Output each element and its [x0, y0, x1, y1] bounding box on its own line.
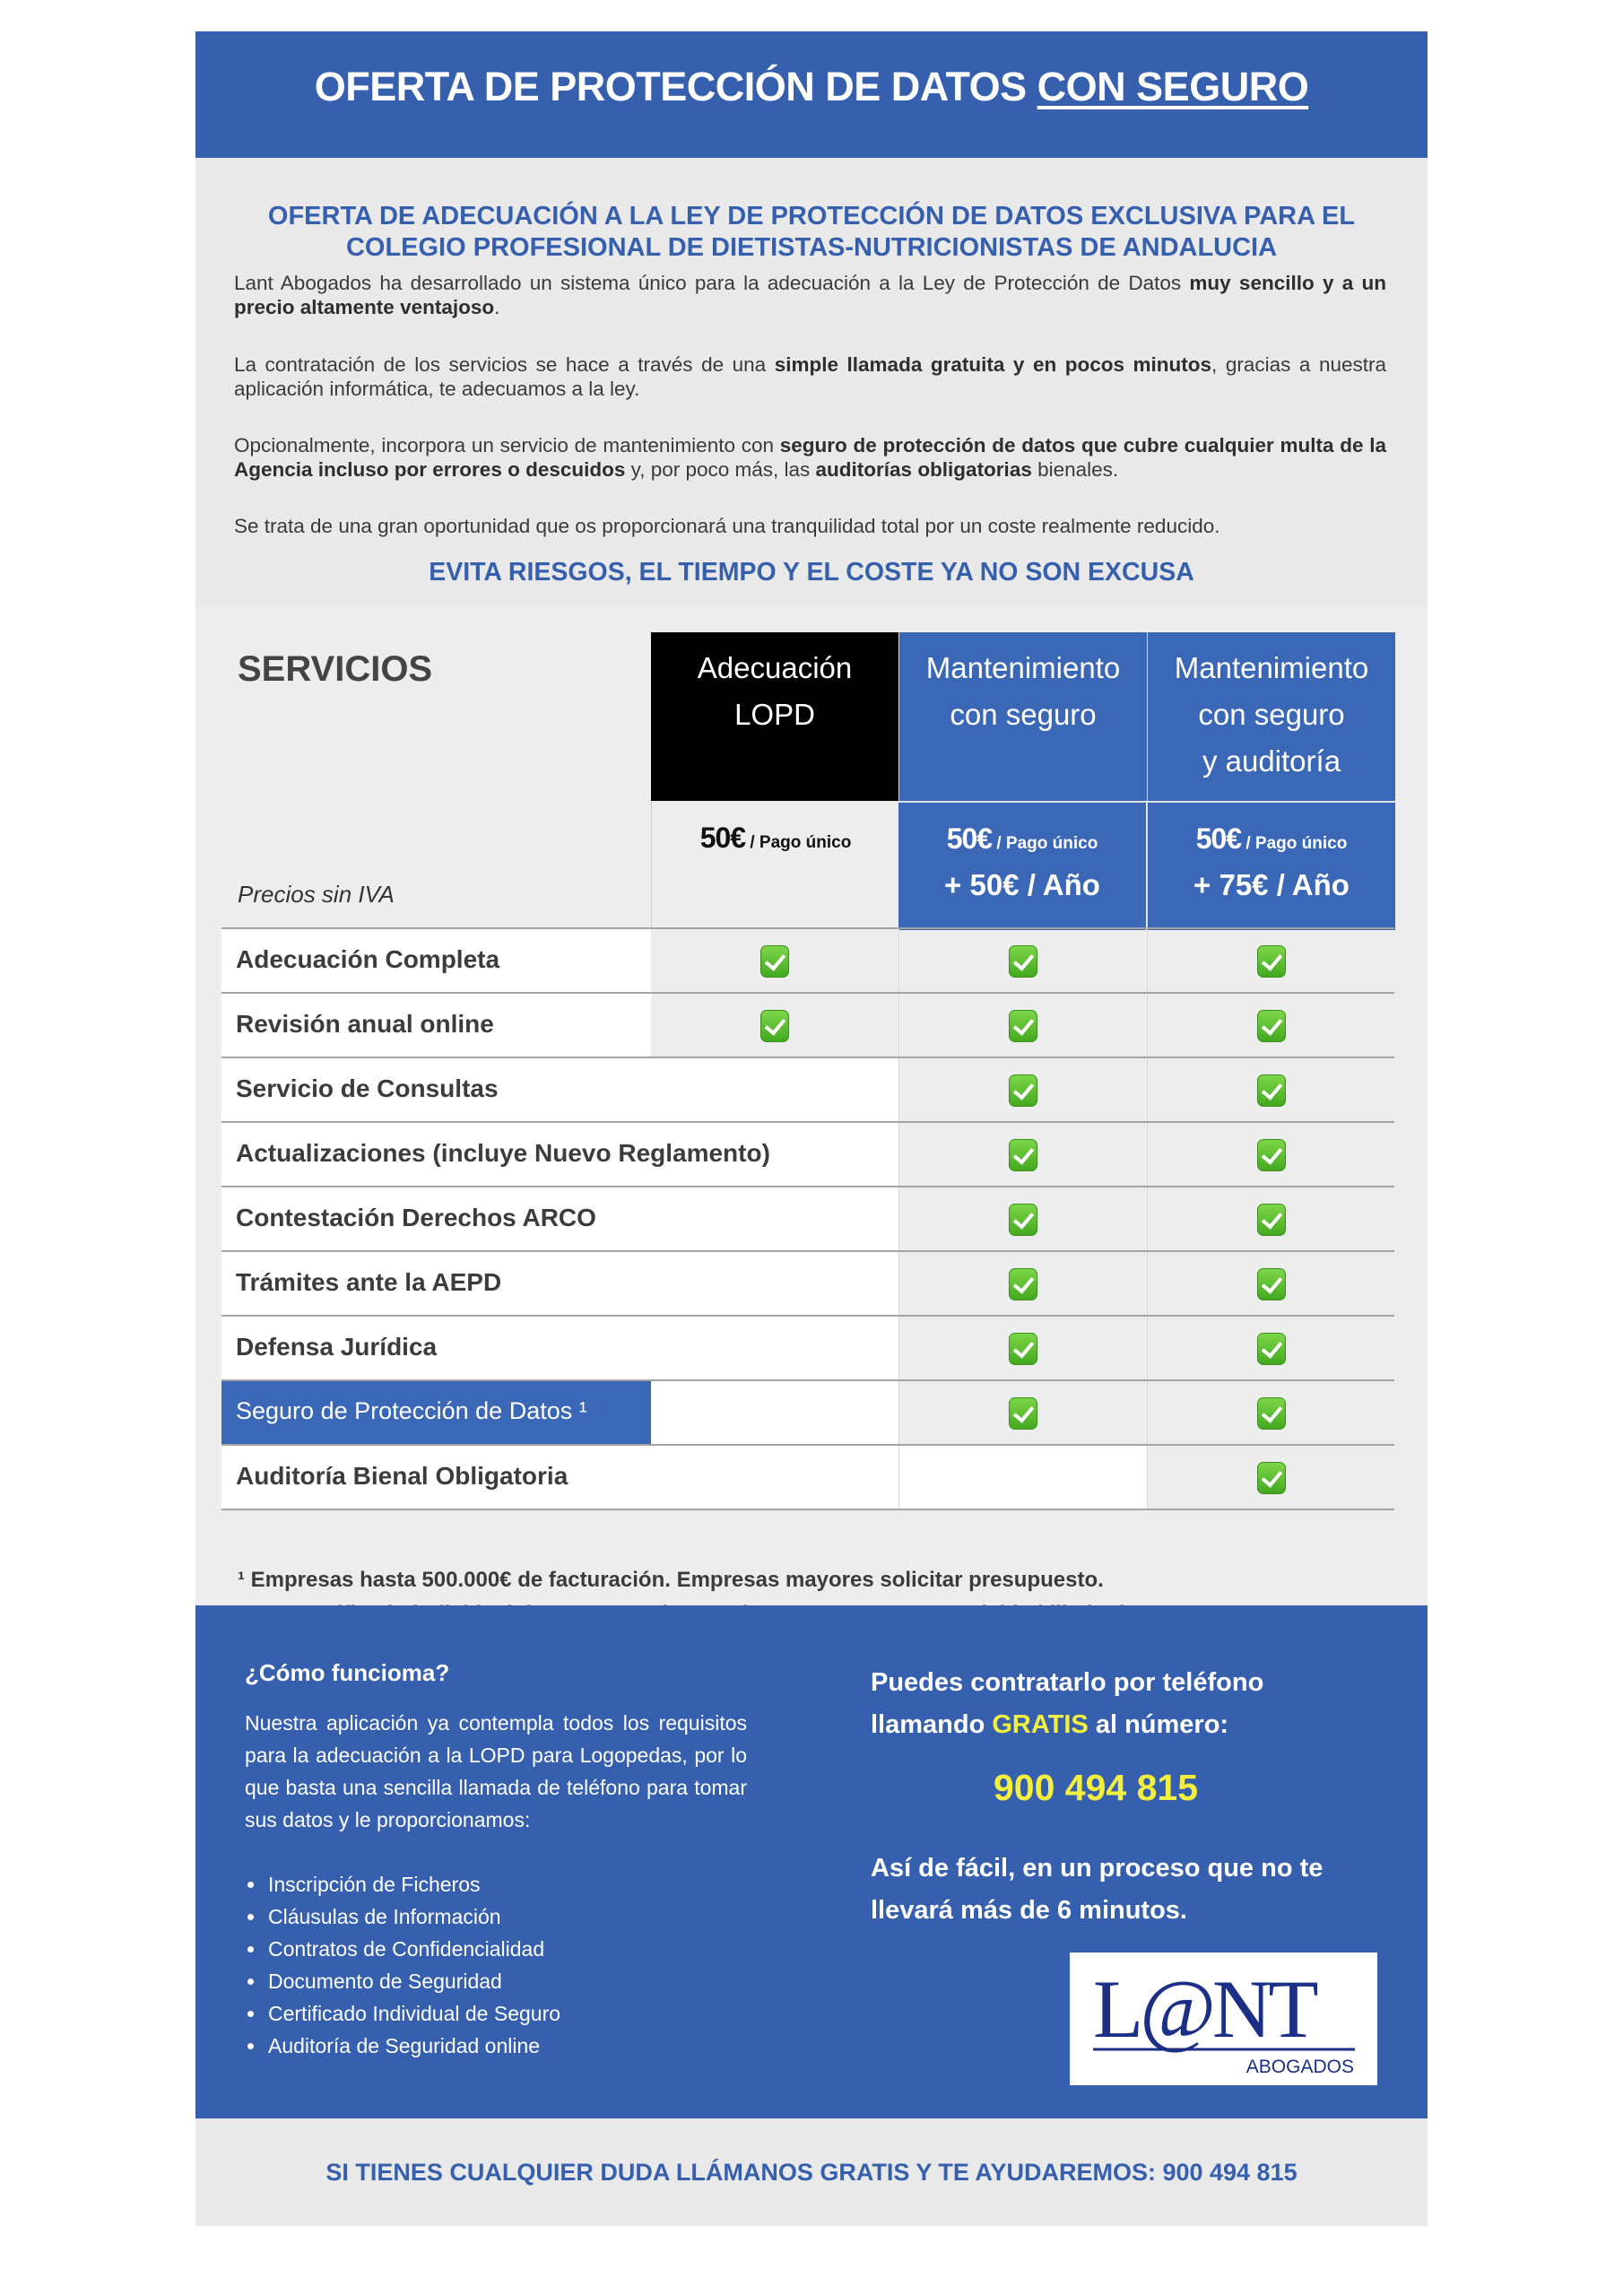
plan-cell: [1147, 1187, 1394, 1250]
row-label: Adecuación Completa: [236, 945, 500, 973]
intro-paragraph: Se trata de una gran oportunidad que os proporcionará una tranquilidad total por un coste realmente reducido.: [234, 515, 1220, 537]
easy-process-text: Así de fácil, en un proceso que no te llevará más de 6 minutos.: [871, 1854, 1324, 1925]
call-instructions: Puedes contratarlo por teléfono llamando GRATIS al número:: [871, 1668, 1264, 1739]
plan-cell: [898, 1058, 1146, 1121]
intro-heading: [231, 201, 1392, 264]
title-text: OFERTA DE PROTECCIÓN DE DATOS: [314, 64, 1037, 109]
plan-cell: [651, 1058, 898, 1121]
plan-cell: [898, 1381, 1146, 1444]
deliverables-list: [245, 1868, 560, 2062]
offer-page: [195, 31, 1428, 2226]
phone-number[interactable]: 900 494 815: [994, 1767, 1199, 1808]
services-title: SERVICIOS: [238, 649, 433, 689]
plan-price-adecuacion: 50€ / Pago único: [651, 802, 899, 929]
check-icon: [760, 945, 789, 978]
check-icon: [1257, 1333, 1286, 1365]
title-underlined-text: CON SEGURO: [1037, 64, 1309, 109]
check-icon: [1009, 1333, 1037, 1365]
plan-cell: [651, 1123, 898, 1186]
row-label: Actualizaciones (incluye Nuevo Reglamento): [236, 1139, 770, 1167]
plan-price-mantenimiento: 50€ / Pago único + 50€ / Año: [898, 802, 1146, 930]
check-icon: [1257, 1462, 1286, 1494]
check-icon: [1009, 945, 1037, 978]
table-row: [221, 1123, 1394, 1187]
check-icon: [1009, 1268, 1037, 1300]
row-label-cell: [221, 994, 651, 1057]
plan-cell: [898, 1123, 1146, 1186]
row-label: Defensa Jurídica: [236, 1333, 438, 1361]
list-item: • Documento de Seguridad: [266, 1965, 560, 1997]
intro-section: [195, 158, 1428, 608]
plan-cell: [898, 1446, 1146, 1509]
check-icon: [760, 1010, 789, 1042]
check-icon: [1009, 1397, 1037, 1430]
plan-cell: [651, 1317, 898, 1379]
list-item: • Inscripción de Ficheros: [266, 1868, 560, 1900]
intro-heading-line: COLEGIO PROFESIONAL DE DIETISTAS-NUTRICIONISTAS DE ANDALUCIA: [345, 233, 1278, 262]
plan-cell: [651, 1381, 898, 1444]
list-item: • Cláusulas de Información: [266, 1900, 560, 1933]
check-icon: [1009, 1204, 1037, 1236]
svg-text:ABOGADOS: ABOGADOS: [1245, 2057, 1354, 2077]
logo-mark-icon: [1070, 1952, 1377, 2085]
plan-cell: [898, 1317, 1146, 1379]
check-icon: [1257, 1010, 1286, 1042]
table-row: [221, 1317, 1394, 1381]
table-row: [221, 994, 1394, 1058]
row-label: Contestación Derechos ARCO: [236, 1204, 596, 1231]
free-highlight: GRATIS: [992, 1710, 1089, 1739]
services-table: [195, 608, 1428, 1605]
table-row: [221, 1381, 1394, 1446]
how-it-works-text: Nuestra aplicación ya contempla todos los requisitos para la adecuación a la LOPD para Logopedas, por lo que basta una sencilla llamada de teléfono para tomar sus datos y le proporcionamos:: [245, 1711, 747, 1831]
check-icon: [1257, 1139, 1286, 1171]
plan-cell: [1147, 1252, 1394, 1315]
table-row: [221, 1058, 1394, 1123]
plan-cell: [651, 1252, 898, 1315]
check-icon: [1009, 1074, 1037, 1107]
plan-cell: [1147, 1446, 1394, 1509]
footer-bar: [195, 2118, 1428, 2226]
check-icon: [1257, 945, 1286, 978]
page-title: [195, 64, 1428, 110]
row-label: Auditoría Bienal Obligatoria: [236, 1462, 568, 1490]
how-it-works-title: ¿Cómo funcioma?: [245, 1659, 450, 1686]
plan-cell: [1147, 994, 1394, 1057]
check-icon: [1257, 1268, 1286, 1300]
table-row: [221, 1252, 1394, 1317]
plan-cell: [651, 929, 898, 992]
plan-cell: [1147, 1317, 1394, 1379]
footer-contact-text: SI TIENES CUALQUIER DUDA LLÁMANOS GRATIS Y TE AYUDAREMOS: 900 494 815: [325, 2159, 1298, 2186]
check-icon: [1257, 1204, 1286, 1236]
plan-cell: [1147, 1123, 1394, 1186]
intro-paragraph: Lant Abogados ha desarrollado un sistema único para la adecuación a la Ley de Protección de Datos muy sencillo y a un precio altamente ventajoso.: [234, 272, 1386, 318]
intro-paragraph: Opcionalmente, incorpora un servicio de mantenimiento con seguro de protección de datos que cubre cualquier multa de la Agencia incluso por errores o descuidos y, por poco más, las auditorías obligatorias bienales.: [234, 434, 1386, 481]
plan-cell: [1147, 1058, 1394, 1121]
plan-cell: [898, 994, 1146, 1057]
list-item: • Certificado Individual de Seguro: [266, 1997, 560, 2030]
table-row: [221, 1446, 1394, 1510]
header-banner: [195, 31, 1428, 158]
info-section: [195, 1605, 1428, 2118]
plan-cell: [651, 1187, 898, 1250]
plan-cell: [898, 1187, 1146, 1250]
row-label-cell: [221, 929, 651, 992]
row-label: Trámites ante la AEPD: [236, 1268, 502, 1296]
plan-cell: [1147, 929, 1394, 992]
intro-paragraph: La contratación de los servicios se hace a través de una simple llamada gratuita y en pocos minutos, gracias a nuestra aplicación informática, te adecuamos a la ley.: [234, 353, 1386, 400]
prices-note: Precios sin IVA: [238, 881, 395, 908]
plan-cell: [898, 1252, 1146, 1315]
plan-cell: [651, 1446, 898, 1509]
list-item: • Auditoría de Seguridad online: [266, 2030, 560, 2062]
check-icon: [1009, 1139, 1037, 1171]
plan-header-adecuacion: Adecuación LOPD: [651, 632, 898, 801]
svg-text:L@NT: L@NT: [1093, 1963, 1315, 2055]
lant-abogados-logo: [1070, 1952, 1377, 2085]
check-icon: [1257, 1397, 1286, 1430]
plan-cell: [1147, 1381, 1394, 1444]
plan-header-mantenimiento: Mantenimiento con seguro: [898, 632, 1147, 801]
plan-cell: [651, 994, 898, 1057]
footnote: ¹ Empresas hasta 500.000€ de facturación. Empresas mayores solicitar presupuesto.: [238, 1568, 1104, 1592]
row-label-cell: [221, 1381, 651, 1444]
list-item: • Contratos de Confidencialidad: [266, 1933, 560, 1965]
plan-price-mantenimiento-auditoria: 50€ / Pago único + 75€ / Año: [1147, 802, 1395, 930]
table-row: [221, 1187, 1394, 1252]
plan-header-mantenimiento-auditoria: Mantenimiento con seguro y auditoría: [1147, 632, 1395, 801]
intro-heading-line: OFERTA DE ADECUACIÓN A LA LEY DE PROTECCIÓN DE DATOS EXCLUSIVA PARA EL: [267, 202, 1356, 230]
row-label: Seguro de Protección de Datos ¹: [236, 1397, 587, 1424]
check-icon: [1257, 1074, 1286, 1107]
table-row: [221, 929, 1394, 994]
plan-cell: [898, 929, 1146, 992]
check-icon: [1009, 1010, 1037, 1042]
row-label: Revisión anual online: [236, 1010, 494, 1038]
row-label: Servicio de Consultas: [236, 1074, 499, 1102]
slogan: EVITA RIESGOS, EL TIEMPO Y EL COSTE YA NO SON EXCUSA: [429, 558, 1194, 587]
